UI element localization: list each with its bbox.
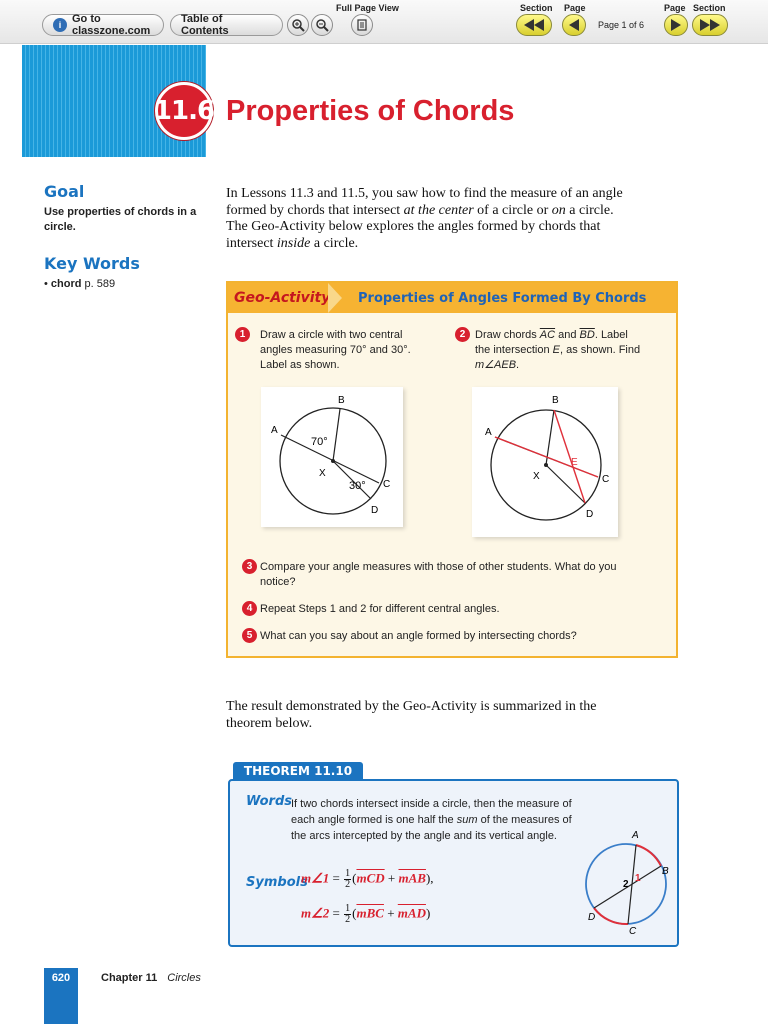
key-word-page: p. 589 bbox=[84, 278, 116, 290]
intersecting-chords-diagram bbox=[472, 387, 618, 537]
fig1-label-30: 30° bbox=[349, 480, 366, 492]
zoom-out-button[interactable] bbox=[311, 14, 333, 36]
summary-paragraph: The result demonstrated by the Geo-Activity is summarized in the theorem below. bbox=[226, 699, 597, 731]
section-label-right: Section bbox=[693, 3, 726, 13]
theorem-words-b: of the measures of the arcs intercepted by the angle and its vertical angle. bbox=[291, 814, 572, 842]
step-2-text-b: and bbox=[555, 329, 580, 341]
eq2-frac-num: 1 bbox=[345, 903, 351, 914]
fig1-label-b: B bbox=[338, 395, 345, 406]
next-page-button[interactable] bbox=[664, 14, 688, 36]
full-page-view-label: Full Page View bbox=[336, 3, 399, 13]
chord-bd-label: $\overline{BD}$ bbox=[579, 329, 595, 341]
geo-activity-title: Properties of Angles Formed By Chords bbox=[358, 291, 647, 306]
next-page-icon bbox=[671, 19, 681, 31]
eq1-fraction bbox=[344, 869, 351, 890]
intro-emphasis-inside: inside bbox=[276, 235, 311, 251]
full-page-icon bbox=[355, 18, 369, 32]
zoom-in-button[interactable] bbox=[287, 14, 309, 36]
step-5-number: 5 bbox=[242, 628, 257, 643]
fig1-label-a: A bbox=[271, 425, 278, 436]
intro-emphasis-center: at the center bbox=[403, 202, 474, 218]
theorem-equation-2: m∠2 = $\frac{1}{2}$ $(\overline{mBC} + \overline{mAD})$ bbox=[301, 903, 431, 925]
thm-label-c: C bbox=[629, 926, 637, 937]
thm-label-d: D bbox=[588, 912, 596, 923]
eq1-frac-num: 1 bbox=[345, 868, 351, 879]
step-2-text-a: Draw chords bbox=[475, 329, 540, 341]
theorem-words-a: If two chords intersect inside a circle, then the measure of each angle formed is one half the bbox=[291, 798, 572, 826]
thm-label-angle-2: 2 bbox=[623, 879, 629, 890]
intro-text-3: of a circle or bbox=[473, 202, 552, 218]
theorem-words-text bbox=[291, 796, 581, 844]
viewer-toolbar bbox=[0, 0, 768, 44]
page-number-tab bbox=[44, 968, 78, 1024]
zoom-out-icon bbox=[315, 18, 329, 32]
eq2-fraction bbox=[344, 904, 351, 925]
intro-text-5: a circle. The Geo-Activity below explores the angles formed by chords that intersect bbox=[226, 202, 614, 251]
chapter-title: Circles bbox=[167, 972, 201, 984]
fig1-label-x: X bbox=[319, 468, 326, 479]
table-of-contents-button[interactable] bbox=[170, 14, 283, 36]
eq1-arc-ab: $\overline{mAB}$ bbox=[398, 870, 426, 886]
full-page-view-button[interactable] bbox=[351, 14, 373, 36]
geo-activity-tag: Geo-Activity bbox=[228, 283, 332, 313]
eq1-frac-den: 2 bbox=[345, 879, 351, 890]
step-2-text-c: . Label the intersection bbox=[475, 329, 628, 356]
intro-emphasis-on: on bbox=[551, 202, 566, 218]
eq1-arc-cd: $\overline{mCD}$ bbox=[356, 870, 385, 886]
theorem-equation-1: m∠1 = $\frac{1}{2}$ $(\overline{mCD} + \overline{mAB})$, bbox=[301, 868, 434, 890]
fig2-label-b: B bbox=[552, 395, 559, 406]
eq1-lhs: m∠1 bbox=[301, 870, 330, 886]
fig2-label-a: A bbox=[485, 427, 492, 438]
previous-section-button[interactable] bbox=[516, 14, 552, 36]
theorem-tab: THEOREM 11.10 bbox=[233, 762, 363, 781]
table-of-contents-label: Table of Contents bbox=[181, 13, 229, 37]
words-label: Words bbox=[246, 794, 293, 809]
key-word-item: • chord p. 589 bbox=[44, 278, 116, 290]
geo-figure-1 bbox=[261, 387, 403, 527]
step-3-number: 3 bbox=[242, 559, 257, 574]
go-to-classzone-label: Go to classzone.com bbox=[72, 13, 151, 37]
theorem-diagram bbox=[580, 826, 676, 938]
geo-activity-box bbox=[226, 281, 678, 658]
go-to-classzone-button[interactable] bbox=[42, 14, 164, 36]
classzone-logo-icon: i bbox=[53, 18, 67, 32]
chapter-label: Chapter 11 bbox=[101, 972, 158, 984]
next-section-icon bbox=[700, 19, 720, 31]
fig2-label-e: E bbox=[571, 457, 578, 468]
chapter-footer bbox=[101, 972, 201, 984]
fig2-label-x: X bbox=[533, 471, 540, 482]
chord-ac-label: $\overline{AC}$ bbox=[539, 329, 556, 341]
prev-section-icon bbox=[524, 19, 544, 31]
goal-heading: Goal bbox=[44, 182, 85, 201]
page-number: 620 bbox=[51, 972, 71, 984]
step-3-text: Compare your angle measures with those of other students. What do you notice? bbox=[260, 561, 617, 588]
previous-page-button[interactable] bbox=[562, 14, 586, 36]
step-4-text: Repeat Steps 1 and 2 for different central angles. bbox=[260, 603, 500, 615]
key-word: chord bbox=[50, 278, 82, 290]
page-label-right: Page bbox=[664, 3, 686, 13]
step-2-number: 2 bbox=[455, 327, 470, 342]
angle-aeb-label: m∠AEB bbox=[475, 359, 517, 371]
step-5-text: What can you say about an angle formed by intersecting chords? bbox=[260, 630, 577, 642]
thm-label-angle-1: 1 bbox=[635, 873, 641, 884]
fig2-label-c: C bbox=[602, 474, 610, 485]
geo-figure-2 bbox=[472, 387, 618, 537]
fig1-label-70: 70° bbox=[311, 436, 328, 448]
point-e-label: E bbox=[552, 344, 560, 356]
fig1-label-c: C bbox=[383, 479, 391, 490]
section-label-left: Section bbox=[520, 3, 553, 13]
geo-activity-header bbox=[228, 283, 676, 313]
geo-activity-arrow bbox=[328, 283, 342, 313]
eq2-arc-ad: $\overline{mAD}$ bbox=[397, 905, 426, 921]
step-2-text-d: , as shown. Find bbox=[560, 344, 641, 356]
fig1-label-d: D bbox=[371, 505, 379, 516]
zoom-in-icon bbox=[291, 18, 305, 32]
eq2-lhs: m∠2 bbox=[301, 905, 330, 921]
page-indicator: Page 1 of 6 bbox=[598, 20, 645, 30]
step-2-text bbox=[475, 328, 645, 373]
page-label-left: Page bbox=[564, 3, 586, 13]
fig2-label-d: D bbox=[586, 509, 594, 520]
intro-text-1: In Lessons 11.3 and 11.5, you saw how to find the measure of an angle formed by chords that intersect bbox=[226, 186, 623, 218]
prev-page-icon bbox=[569, 19, 579, 31]
step-1-text: Draw a circle with two central angles measuring 70° and 30°. Label as shown. bbox=[260, 329, 411, 371]
thm-label-a: A bbox=[632, 830, 639, 841]
intro-text-7: a circle. bbox=[310, 235, 359, 251]
step-2-text-e: . bbox=[516, 359, 520, 371]
eq2-frac-den: 2 bbox=[345, 914, 351, 925]
eq2-arc-bc: $\overline{mBC}$ bbox=[356, 905, 384, 921]
lesson-number-badge: 11.6 bbox=[155, 82, 213, 140]
goal-text: Use properties of chords in a circle. bbox=[44, 206, 197, 233]
central-angles-diagram bbox=[261, 387, 403, 527]
intro-paragraph bbox=[226, 186, 636, 252]
step-1-number: 1 bbox=[235, 327, 250, 342]
next-section-button[interactable] bbox=[692, 14, 728, 36]
key-words-heading: Key Words bbox=[44, 254, 140, 273]
theorem-words-sum: sum bbox=[456, 814, 478, 826]
symbols-label: Symbols bbox=[246, 875, 308, 890]
lesson-title: Properties of Chords bbox=[226, 95, 515, 127]
step-4-number: 4 bbox=[242, 601, 257, 616]
thm-label-b: B bbox=[662, 866, 669, 877]
